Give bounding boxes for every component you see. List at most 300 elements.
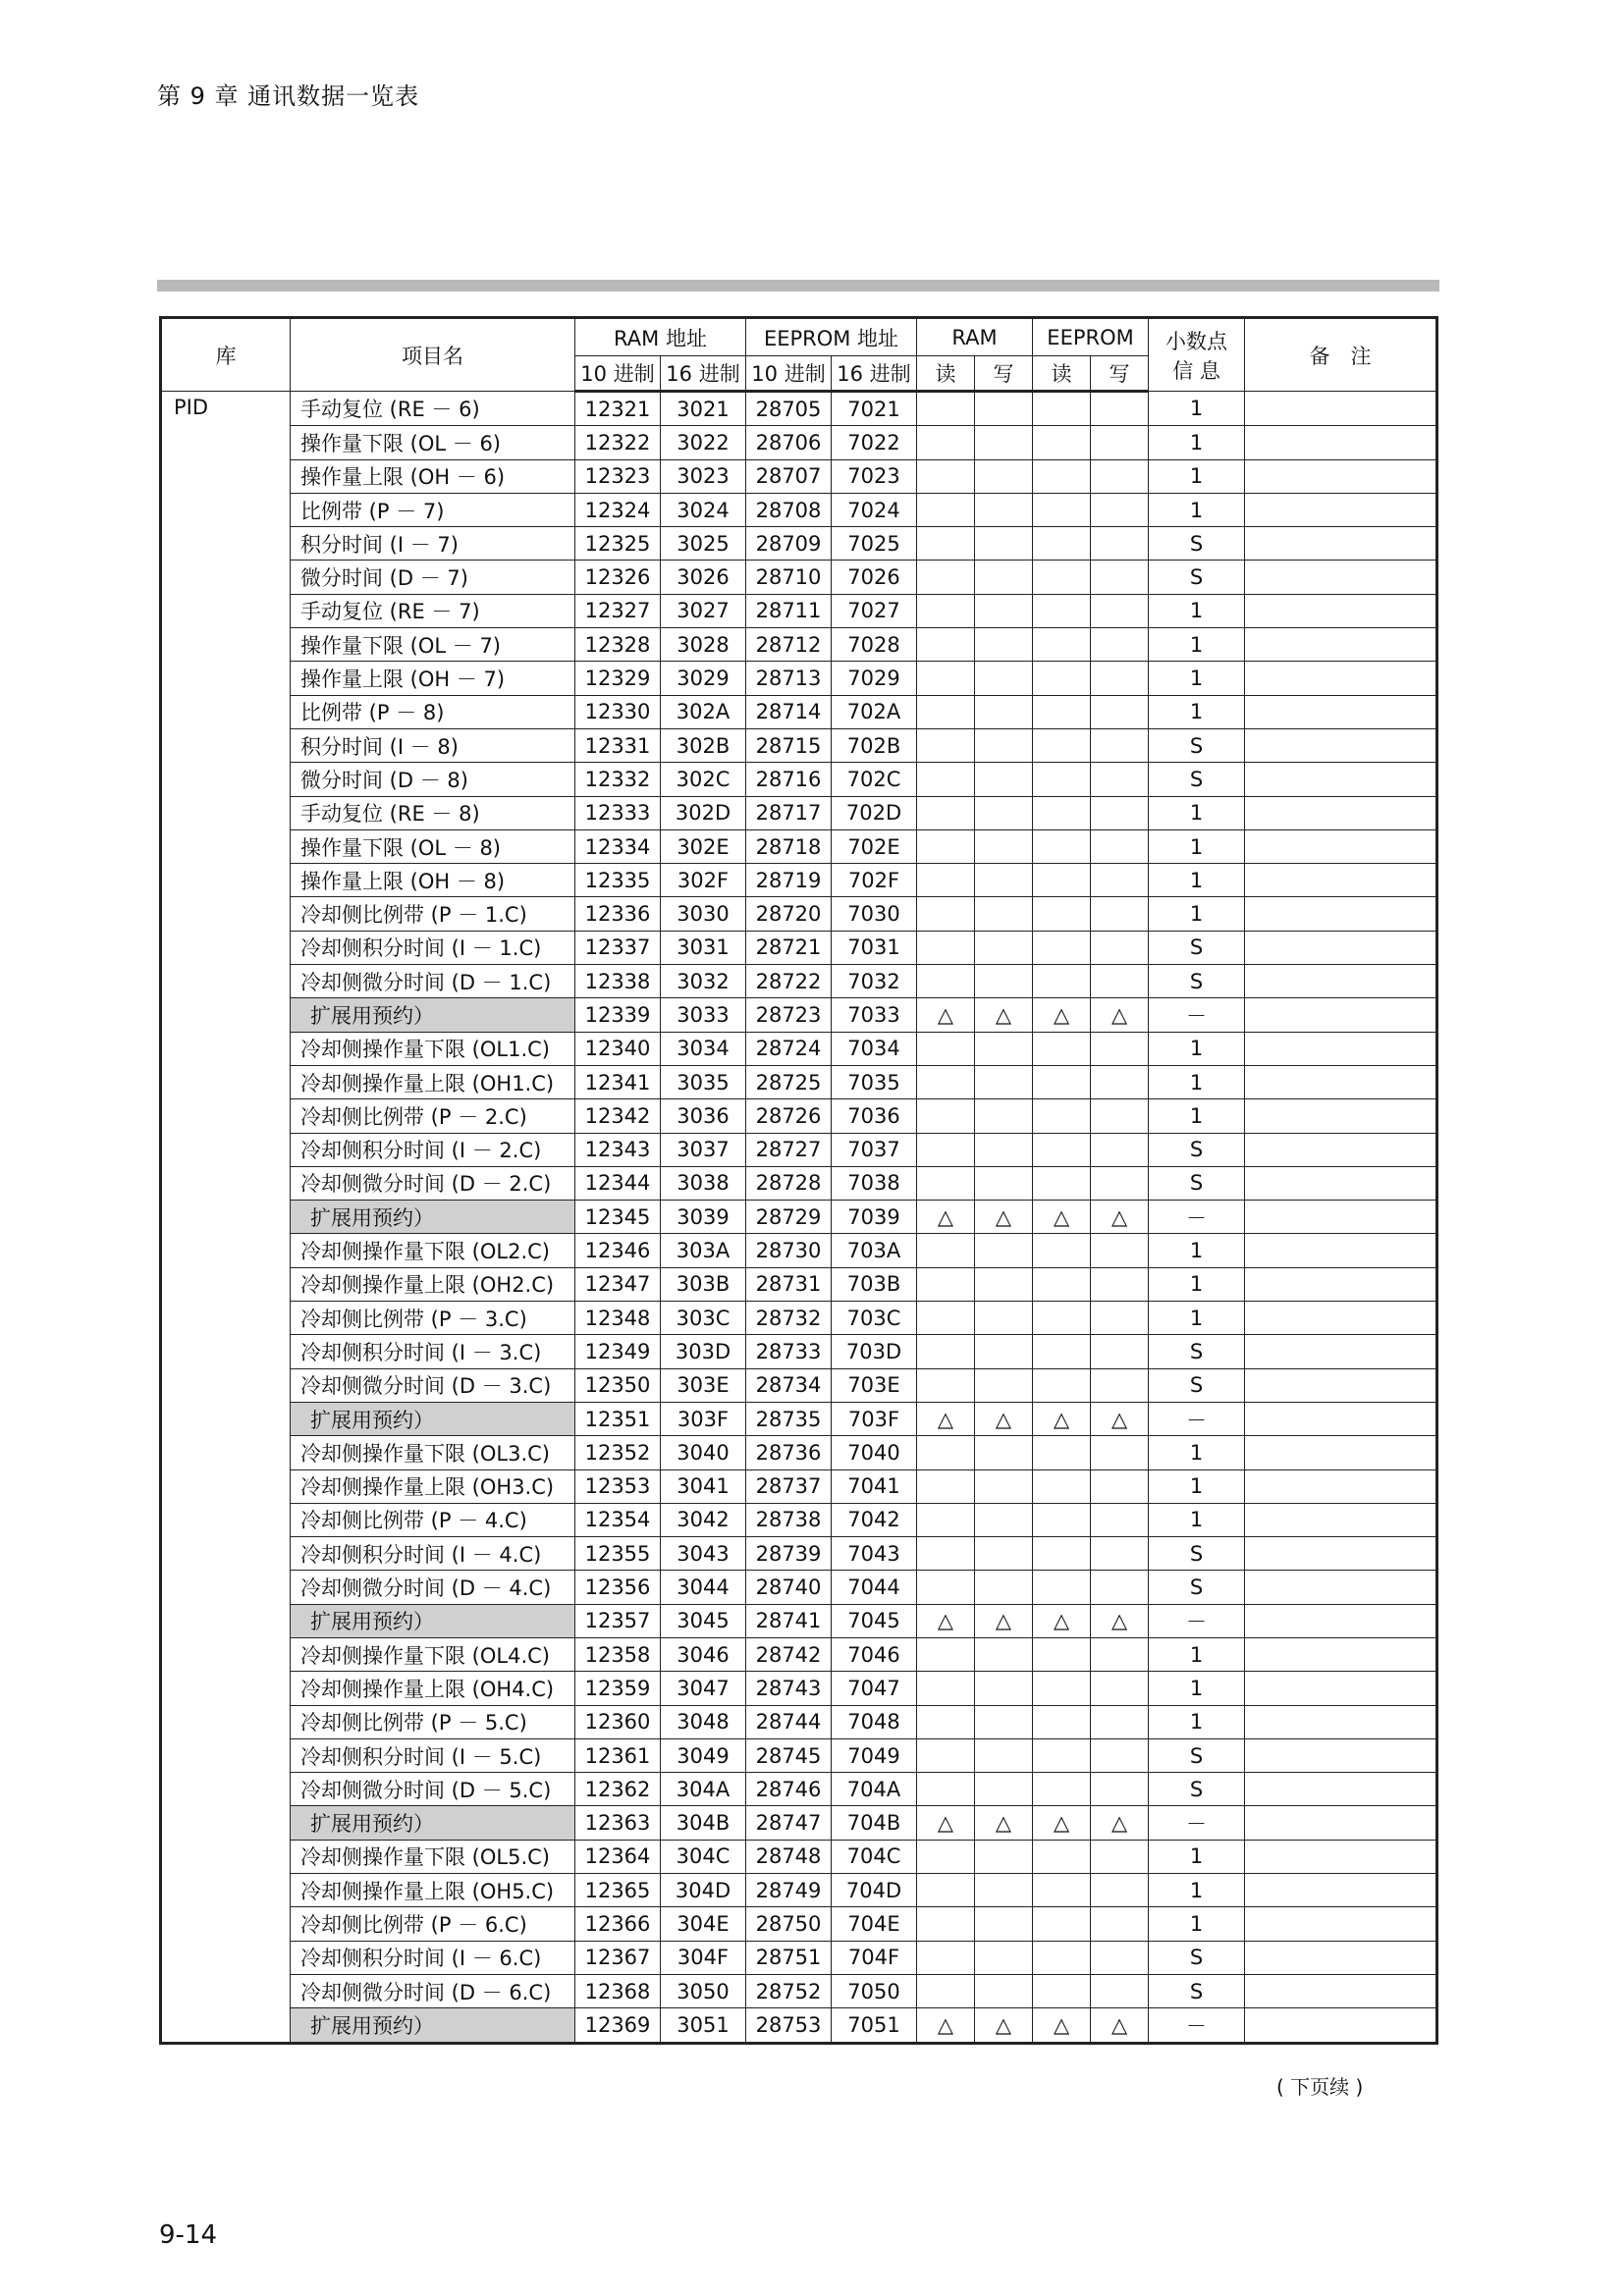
- table-row: [161, 931, 1437, 964]
- eeprom-decimal-address-cell: 28707: [746, 459, 832, 493]
- ram-write-cell: [975, 796, 1033, 829]
- table-row: [161, 1166, 1437, 1200]
- eeprom-decimal-address-cell: 28733: [746, 1335, 832, 1368]
- eeprom-decimal-address-cell: 28726: [746, 1099, 832, 1133]
- ram-hex-address-cell: 3035: [661, 1065, 746, 1098]
- eeprom-decimal-address-cell: 28727: [746, 1133, 832, 1166]
- ram-hex-address-cell: 302E: [661, 829, 746, 863]
- table-body: [161, 392, 1437, 2044]
- eeprom-write-cell: [1091, 1840, 1149, 1873]
- eeprom-write-cell: [1091, 459, 1149, 493]
- ram-write-cell: △: [975, 1806, 1033, 1840]
- ram-hex-address-cell: 3033: [661, 998, 746, 1032]
- ram-write-cell: [975, 763, 1033, 796]
- ram-decimal-address-cell: 12323: [575, 459, 661, 493]
- eeprom-hex-address-cell: 7025: [832, 527, 917, 561]
- header-remarks: 备 注: [1245, 318, 1437, 392]
- remarks-cell: [1245, 728, 1437, 762]
- ram-write-cell: [975, 1705, 1033, 1738]
- remarks-cell: [1245, 1436, 1437, 1469]
- ram-read-cell: △: [917, 1402, 975, 1435]
- eeprom-hex-address-cell: 7021: [832, 392, 917, 426]
- ram-write-cell: [975, 1738, 1033, 1772]
- remarks-cell: [1245, 864, 1437, 897]
- remarks-cell: [1245, 1335, 1437, 1368]
- ram-decimal-address-cell: 12336: [575, 897, 661, 931]
- ram-hex-address-cell: 3036: [661, 1099, 746, 1133]
- decimal-point-info-cell: S: [1149, 1773, 1245, 1806]
- ram-write-cell: △: [975, 998, 1033, 1032]
- eeprom-read-cell: △: [1033, 1806, 1091, 1840]
- ram-write-cell: [975, 561, 1033, 594]
- decimal-point-info-cell: 1: [1149, 1907, 1245, 1941]
- eeprom-hex-address-cell: 7032: [832, 965, 917, 998]
- ram-hex-address-cell: 3038: [661, 1166, 746, 1200]
- eeprom-read-cell: [1033, 1166, 1091, 1200]
- eeprom-read-cell: [1033, 796, 1091, 829]
- remarks-cell: [1245, 1267, 1437, 1301]
- ram-hex-address-cell: 303C: [661, 1302, 746, 1335]
- eeprom-hex-address-cell: 704F: [832, 1941, 917, 1974]
- eeprom-hex-address-cell: 7048: [832, 1705, 917, 1738]
- eeprom-write-cell: [1091, 561, 1149, 594]
- ram-hex-address-cell: 303E: [661, 1368, 746, 1402]
- eeprom-hex-address-cell: 7047: [832, 1672, 917, 1705]
- eeprom-hex-address-cell: 7042: [832, 1503, 917, 1536]
- ram-write-cell: [975, 1267, 1033, 1301]
- table-row: [161, 1738, 1437, 1772]
- ram-write-cell: [975, 1469, 1033, 1503]
- ram-hex-address-cell: 3028: [661, 628, 746, 662]
- eeprom-decimal-address-cell: 28711: [746, 594, 832, 627]
- eeprom-hex-address-cell: 703E: [832, 1368, 917, 1402]
- ram-write-cell: [975, 1537, 1033, 1571]
- item-name-cell: 手动复位 (RE － 6): [291, 392, 575, 426]
- eeprom-write-cell: △: [1091, 1604, 1149, 1637]
- decimal-point-info-cell: －: [1149, 1604, 1245, 1637]
- ram-hex-address-cell: 3025: [661, 527, 746, 561]
- table-row: [161, 1402, 1437, 1435]
- remarks-cell: [1245, 1099, 1437, 1133]
- ram-hex-address-cell: 3039: [661, 1201, 746, 1234]
- ram-hex-address-cell: 3042: [661, 1503, 746, 1536]
- eeprom-decimal-address-cell: 28729: [746, 1201, 832, 1234]
- header-decimal-point-line1: 小数点: [1165, 329, 1228, 353]
- eeprom-read-cell: △: [1033, 1201, 1091, 1234]
- ram-hex-address-cell: 3041: [661, 1469, 746, 1503]
- table-row: [161, 1941, 1437, 1974]
- item-name-cell: 冷却侧操作量下限 (OL2.C): [291, 1234, 575, 1267]
- chapter-title: 第 9 章 通讯数据一览表: [157, 82, 420, 110]
- ram-read-cell: [917, 1267, 975, 1301]
- ram-write-cell: [975, 1672, 1033, 1705]
- item-name-cell: 冷却侧操作量下限 (OL3.C): [291, 1436, 575, 1469]
- ram-write-cell: [975, 864, 1033, 897]
- decimal-point-info-cell: S: [1149, 1335, 1245, 1368]
- eeprom-decimal-address-cell: 28713: [746, 662, 832, 695]
- eeprom-decimal-address-cell: 28725: [746, 1065, 832, 1098]
- item-name-cell: 冷却侧微分时间 (D － 4.C): [291, 1571, 575, 1604]
- decimal-point-info-cell: 1: [1149, 628, 1245, 662]
- item-name-cell: 冷却侧比例带 (P － 5.C): [291, 1705, 575, 1738]
- eeprom-read-cell: [1033, 1267, 1091, 1301]
- eeprom-read-cell: [1033, 1571, 1091, 1604]
- eeprom-hex-address-cell: 7044: [832, 1571, 917, 1604]
- eeprom-read-cell: [1033, 426, 1091, 459]
- decimal-point-info-cell: 1: [1149, 1099, 1245, 1133]
- eeprom-decimal-address-cell: 28749: [746, 1874, 832, 1907]
- header-ram: RAM: [917, 318, 1033, 356]
- ram-decimal-address-cell: 12324: [575, 493, 661, 526]
- eeprom-decimal-address-cell: 28716: [746, 763, 832, 796]
- remarks-cell: [1245, 1234, 1437, 1267]
- remarks-cell: [1245, 1166, 1437, 1200]
- ram-hex-address-cell: 3051: [661, 2008, 746, 2043]
- header-ram-decimal: 10 进制: [575, 356, 661, 392]
- table-row: [161, 1368, 1437, 1402]
- ram-decimal-address-cell: 12369: [575, 2008, 661, 2043]
- ram-decimal-address-cell: 12331: [575, 728, 661, 762]
- eeprom-write-cell: [1091, 1503, 1149, 1536]
- ram-decimal-address-cell: 12350: [575, 1368, 661, 1402]
- eeprom-decimal-address-cell: 28719: [746, 864, 832, 897]
- eeprom-decimal-address-cell: 28752: [746, 1974, 832, 2007]
- ram-write-cell: △: [975, 1201, 1033, 1234]
- ram-hex-address-cell: 304F: [661, 1941, 746, 1974]
- eeprom-write-cell: [1091, 1874, 1149, 1907]
- item-name-cell: 操作量下限 (OL － 8): [291, 829, 575, 863]
- eeprom-hex-address-cell: 703A: [832, 1234, 917, 1267]
- eeprom-write-cell: [1091, 594, 1149, 627]
- eeprom-decimal-address-cell: 28721: [746, 931, 832, 964]
- eeprom-write-cell: [1091, 1302, 1149, 1335]
- decimal-point-info-cell: 1: [1149, 897, 1245, 931]
- ram-hex-address-cell: 3048: [661, 1705, 746, 1738]
- eeprom-read-cell: [1033, 1469, 1091, 1503]
- decimal-point-info-cell: 1: [1149, 1032, 1245, 1065]
- ram-decimal-address-cell: 12345: [575, 1201, 661, 1234]
- eeprom-decimal-address-cell: 28734: [746, 1368, 832, 1402]
- decimal-point-info-cell: S: [1149, 1133, 1245, 1166]
- header-eeprom-write: 写: [1091, 356, 1149, 392]
- ram-read-cell: △: [917, 1201, 975, 1234]
- remarks-cell: [1245, 1604, 1437, 1637]
- remarks-cell: [1245, 1672, 1437, 1705]
- ram-decimal-address-cell: 12362: [575, 1773, 661, 1806]
- ram-read-cell: [917, 561, 975, 594]
- table-row: [161, 728, 1437, 762]
- eeprom-hex-address-cell: 7038: [832, 1166, 917, 1200]
- decimal-point-info-cell: －: [1149, 998, 1245, 1032]
- ram-decimal-address-cell: 12325: [575, 527, 661, 561]
- eeprom-read-cell: [1033, 1335, 1091, 1368]
- eeprom-read-cell: [1033, 1840, 1091, 1873]
- item-name-cell: 冷却侧积分时间 (I － 3.C): [291, 1335, 575, 1368]
- ram-decimal-address-cell: 12328: [575, 628, 661, 662]
- table-row: [161, 1335, 1437, 1368]
- remarks-cell: [1245, 1302, 1437, 1335]
- table-row: [161, 965, 1437, 998]
- decimal-point-info-cell: 1: [1149, 695, 1245, 728]
- ram-decimal-address-cell: 12355: [575, 1537, 661, 1571]
- eeprom-write-cell: [1091, 1335, 1149, 1368]
- eeprom-hex-address-cell: 7024: [832, 493, 917, 526]
- page-number: 9-14: [159, 2220, 218, 2250]
- ram-hex-address-cell: 3029: [661, 662, 746, 695]
- remarks-cell: [1245, 2008, 1437, 2043]
- ram-read-cell: [917, 1469, 975, 1503]
- ram-write-cell: [975, 1302, 1033, 1335]
- ram-hex-address-cell: 3030: [661, 897, 746, 931]
- eeprom-read-cell: [1033, 594, 1091, 627]
- header-eeprom-address: EEPROM 地址: [746, 318, 917, 356]
- ram-hex-address-cell: 3046: [661, 1637, 746, 1671]
- ram-decimal-address-cell: 12364: [575, 1840, 661, 1873]
- decimal-point-info-cell: S: [1149, 1941, 1245, 1974]
- item-name-cell: 微分时间 (D － 7): [291, 561, 575, 594]
- ram-hex-address-cell: 302C: [661, 763, 746, 796]
- ram-read-cell: [917, 1974, 975, 2007]
- eeprom-read-cell: [1033, 1436, 1091, 1469]
- item-name-cell: 操作量上限 (OH － 6): [291, 459, 575, 493]
- item-name-cell: 冷却侧积分时间 (I － 6.C): [291, 1941, 575, 1974]
- eeprom-hex-address-cell: 703D: [832, 1335, 917, 1368]
- decimal-point-info-cell: 1: [1149, 1874, 1245, 1907]
- ram-hex-address-cell: 3026: [661, 561, 746, 594]
- ram-decimal-address-cell: 12353: [575, 1469, 661, 1503]
- remarks-cell: [1245, 426, 1437, 459]
- item-name-cell: 手动复位 (RE － 8): [291, 796, 575, 829]
- header-ram-read: 读: [917, 356, 975, 392]
- eeprom-write-cell: [1091, 728, 1149, 762]
- ram-decimal-address-cell: 12357: [575, 1604, 661, 1637]
- item-name-cell: 冷却侧微分时间 (D － 1.C): [291, 965, 575, 998]
- item-name-cell: 冷却侧比例带 (P － 6.C): [291, 1907, 575, 1941]
- decimal-point-info-cell: 1: [1149, 1672, 1245, 1705]
- ram-write-cell: [975, 1974, 1033, 2007]
- table-row: [161, 1672, 1437, 1705]
- ram-decimal-address-cell: 12335: [575, 864, 661, 897]
- eeprom-write-cell: [1091, 1571, 1149, 1604]
- eeprom-hex-address-cell: 7026: [832, 561, 917, 594]
- ram-read-cell: [917, 594, 975, 627]
- eeprom-read-cell: [1033, 728, 1091, 762]
- ram-read-cell: [917, 1099, 975, 1133]
- table-row: [161, 662, 1437, 695]
- item-name-cell: 扩展用预约）: [291, 998, 575, 1032]
- eeprom-write-cell: [1091, 1705, 1149, 1738]
- eeprom-read-cell: [1033, 1032, 1091, 1065]
- item-name-cell: 积分时间 (I － 7): [291, 527, 575, 561]
- eeprom-read-cell: [1033, 1065, 1091, 1098]
- item-name-cell: 操作量上限 (OH － 7): [291, 662, 575, 695]
- eeprom-decimal-address-cell: 28720: [746, 897, 832, 931]
- ram-decimal-address-cell: 12327: [575, 594, 661, 627]
- eeprom-read-cell: [1033, 864, 1091, 897]
- eeprom-read-cell: △: [1033, 1604, 1091, 1637]
- header-decimal-point: [1149, 318, 1245, 392]
- table-row: [161, 1201, 1437, 1234]
- header-item-name: 项目名: [291, 318, 575, 392]
- ram-write-cell: [975, 1099, 1033, 1133]
- eeprom-decimal-address-cell: 28753: [746, 2008, 832, 2043]
- ram-hex-address-cell: 304C: [661, 1840, 746, 1873]
- ram-read-cell: △: [917, 1604, 975, 1637]
- item-name-cell: 冷却侧操作量下限 (OL4.C): [291, 1637, 575, 1671]
- ram-hex-address-cell: 3021: [661, 392, 746, 426]
- eeprom-write-cell: [1091, 829, 1149, 863]
- ram-read-cell: [917, 1672, 975, 1705]
- eeprom-read-cell: [1033, 1368, 1091, 1402]
- eeprom-decimal-address-cell: 28731: [746, 1267, 832, 1301]
- eeprom-read-cell: [1033, 1537, 1091, 1571]
- ram-write-cell: [975, 1368, 1033, 1402]
- ram-write-cell: [975, 459, 1033, 493]
- header-library: 库: [161, 318, 291, 392]
- eeprom-read-cell: [1033, 1907, 1091, 1941]
- eeprom-hex-address-cell: 7035: [832, 1065, 917, 1098]
- eeprom-write-cell: △: [1091, 1201, 1149, 1234]
- item-name-cell: 冷却侧操作量下限 (OL5.C): [291, 1840, 575, 1873]
- table-row: [161, 459, 1437, 493]
- eeprom-decimal-address-cell: 28742: [746, 1637, 832, 1671]
- eeprom-read-cell: [1033, 695, 1091, 728]
- eeprom-hex-address-cell: 703F: [832, 1402, 917, 1435]
- table-row: [161, 426, 1437, 459]
- eeprom-decimal-address-cell: 28750: [746, 1907, 832, 1941]
- eeprom-write-cell: [1091, 864, 1149, 897]
- ram-read-cell: [917, 695, 975, 728]
- ram-hex-address-cell: 3024: [661, 493, 746, 526]
- ram-hex-address-cell: 303D: [661, 1335, 746, 1368]
- eeprom-hex-address-cell: 704B: [832, 1806, 917, 1840]
- ram-decimal-address-cell: 12359: [575, 1672, 661, 1705]
- eeprom-write-cell: [1091, 931, 1149, 964]
- eeprom-read-cell: [1033, 1234, 1091, 1267]
- eeprom-write-cell: [1091, 628, 1149, 662]
- eeprom-read-cell: [1033, 1637, 1091, 1671]
- eeprom-read-cell: [1033, 1133, 1091, 1166]
- communication-data-table: [159, 316, 1438, 2045]
- ram-decimal-address-cell: 12333: [575, 796, 661, 829]
- eeprom-hex-address-cell: 7030: [832, 897, 917, 931]
- eeprom-hex-address-cell: 7022: [832, 426, 917, 459]
- item-name-cell: 手动复位 (RE － 7): [291, 594, 575, 627]
- remarks-cell: [1245, 829, 1437, 863]
- header-ram-address: RAM 地址: [575, 318, 746, 356]
- ram-hex-address-cell: 303B: [661, 1267, 746, 1301]
- remarks-cell: [1245, 662, 1437, 695]
- eeprom-decimal-address-cell: 28743: [746, 1672, 832, 1705]
- ram-decimal-address-cell: 12334: [575, 829, 661, 863]
- ram-write-cell: [975, 1436, 1033, 1469]
- item-name-cell: 冷却侧积分时间 (I － 4.C): [291, 1537, 575, 1571]
- ram-write-cell: [975, 392, 1033, 426]
- decimal-point-info-cell: 1: [1149, 426, 1245, 459]
- remarks-cell: [1245, 1773, 1437, 1806]
- ram-write-cell: [975, 1571, 1033, 1604]
- ram-read-cell: [917, 1065, 975, 1098]
- eeprom-decimal-address-cell: 28722: [746, 965, 832, 998]
- ram-hex-address-cell: 304E: [661, 1907, 746, 1941]
- eeprom-write-cell: △: [1091, 1806, 1149, 1840]
- ram-read-cell: [917, 1302, 975, 1335]
- remarks-cell: [1245, 1065, 1437, 1098]
- item-name-cell: 扩展用预约）: [291, 1402, 575, 1435]
- table-row: [161, 1571, 1437, 1604]
- remarks-cell: [1245, 1738, 1437, 1772]
- eeprom-hex-address-cell: 7046: [832, 1637, 917, 1671]
- remarks-cell: [1245, 1201, 1437, 1234]
- ram-decimal-address-cell: 12337: [575, 931, 661, 964]
- decimal-point-info-cell: 1: [1149, 662, 1245, 695]
- eeprom-write-cell: [1091, 1436, 1149, 1469]
- ram-read-cell: [917, 763, 975, 796]
- ram-hex-address-cell: 302F: [661, 864, 746, 897]
- eeprom-write-cell: [1091, 965, 1149, 998]
- remarks-cell: [1245, 1705, 1437, 1738]
- ram-write-cell: [975, 493, 1033, 526]
- ram-write-cell: [975, 1166, 1033, 1200]
- ram-read-cell: [917, 1773, 975, 1806]
- eeprom-write-cell: [1091, 1469, 1149, 1503]
- decimal-point-info-cell: 1: [1149, 796, 1245, 829]
- eeprom-hex-address-cell: 704C: [832, 1840, 917, 1873]
- table-row: [161, 1099, 1437, 1133]
- ram-decimal-address-cell: 12358: [575, 1637, 661, 1671]
- ram-write-cell: [975, 728, 1033, 762]
- decimal-point-info-cell: 1: [1149, 864, 1245, 897]
- ram-decimal-address-cell: 12360: [575, 1705, 661, 1738]
- item-name-cell: 冷却侧积分时间 (I － 2.C): [291, 1133, 575, 1166]
- decimal-point-info-cell: 1: [1149, 1267, 1245, 1301]
- ram-write-cell: [975, 1065, 1033, 1098]
- table-row: [161, 1302, 1437, 1335]
- table-row: [161, 1604, 1437, 1637]
- eeprom-read-cell: △: [1033, 1402, 1091, 1435]
- eeprom-read-cell: [1033, 1738, 1091, 1772]
- eeprom-read-cell: [1033, 392, 1091, 426]
- ram-decimal-address-cell: 12332: [575, 763, 661, 796]
- eeprom-decimal-address-cell: 28718: [746, 829, 832, 863]
- table-row: [161, 392, 1437, 426]
- ram-decimal-address-cell: 12365: [575, 1874, 661, 1907]
- ram-decimal-address-cell: 12329: [575, 662, 661, 695]
- ram-write-cell: [975, 1133, 1033, 1166]
- decimal-point-info-cell: S: [1149, 965, 1245, 998]
- eeprom-hex-address-cell: 702B: [832, 728, 917, 762]
- item-name-cell: 冷却侧操作量上限 (OH5.C): [291, 1874, 575, 1907]
- ram-read-cell: [917, 1166, 975, 1200]
- table-row: [161, 763, 1437, 796]
- ram-decimal-address-cell: 12342: [575, 1099, 661, 1133]
- eeprom-write-cell: △: [1091, 1402, 1149, 1435]
- ram-read-cell: [917, 1503, 975, 1536]
- ram-decimal-address-cell: 12339: [575, 998, 661, 1032]
- table-row: [161, 1469, 1437, 1503]
- ram-read-cell: [917, 1941, 975, 1974]
- ram-write-cell: [975, 1907, 1033, 1941]
- eeprom-hex-address-cell: 703B: [832, 1267, 917, 1301]
- ram-read-cell: [917, 728, 975, 762]
- remarks-cell: [1245, 459, 1437, 493]
- ram-write-cell: [975, 829, 1033, 863]
- decimal-point-info-cell: S: [1149, 1738, 1245, 1772]
- decimal-point-info-cell: S: [1149, 1974, 1245, 2007]
- eeprom-decimal-address-cell: 28751: [746, 1941, 832, 1974]
- ram-write-cell: △: [975, 1402, 1033, 1435]
- eeprom-hex-address-cell: 7033: [832, 998, 917, 1032]
